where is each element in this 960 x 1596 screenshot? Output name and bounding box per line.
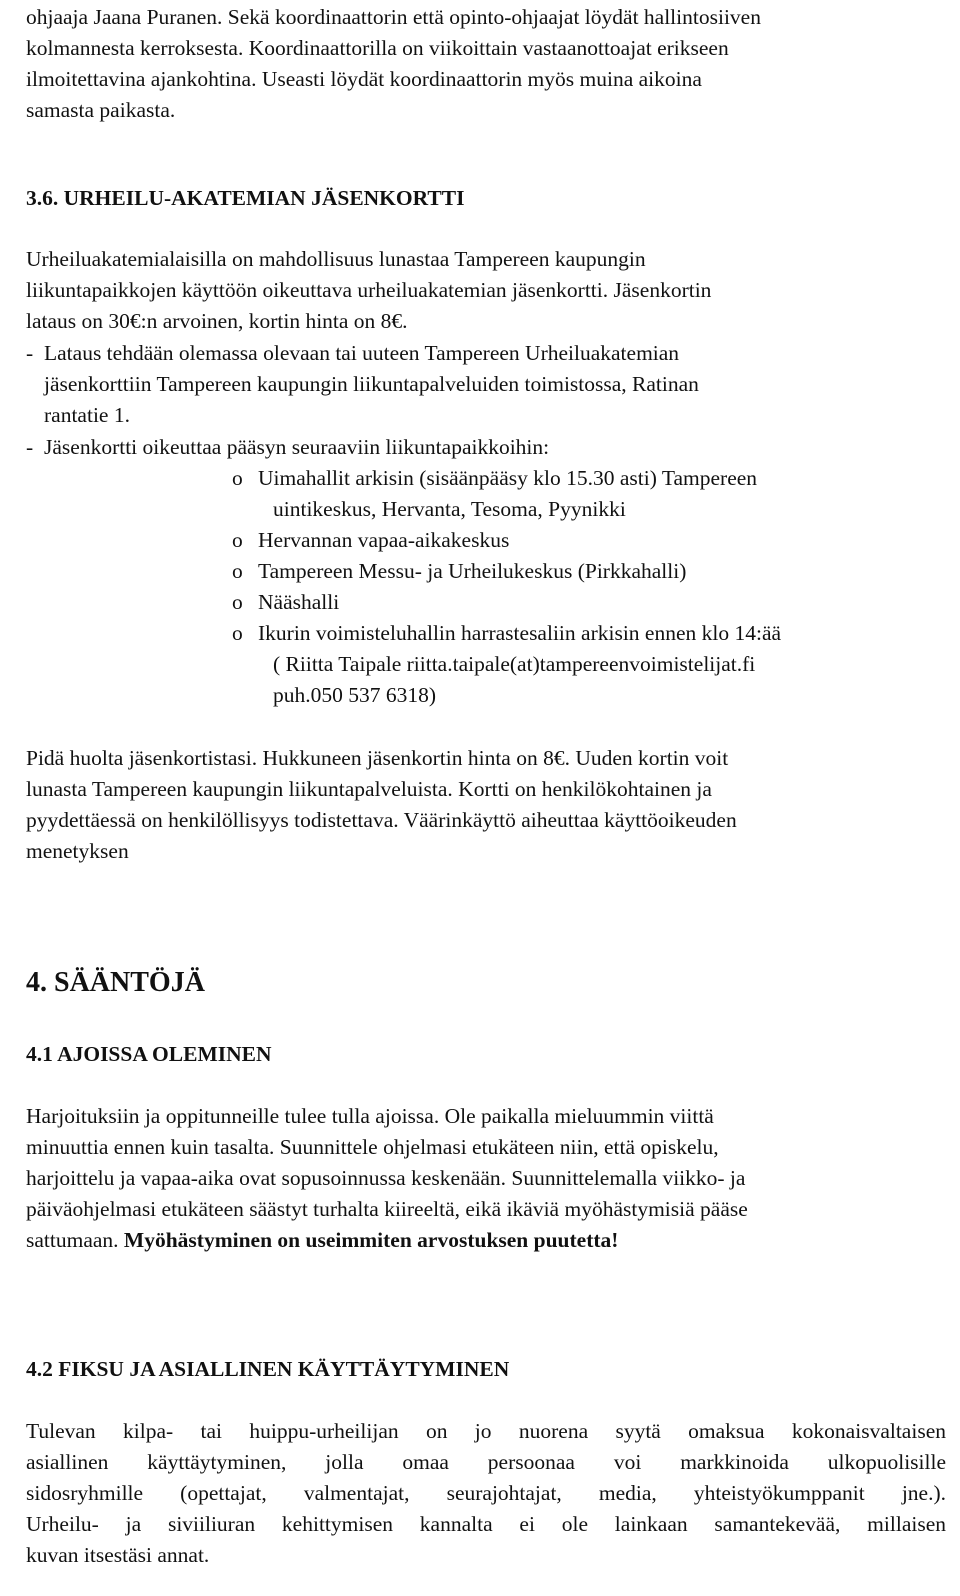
dash-marker: - xyxy=(26,435,34,459)
intro-line: ohjaaja Jaana Puranen. Sekä koordinaattorin että opinto-ohjaajat löydät hallintosiiven xyxy=(26,5,761,29)
paragraph-line: kuvan itsestäsi annat. xyxy=(26,1543,210,1567)
bullet-uimahallit: Uimahallit arkisin (sisäänpääsy klo 15.30 asti) Tampereen xyxy=(258,466,758,490)
bullet-uimahallit-cont: uintikeskus, Hervanta, Tesoma, Pyynikki xyxy=(273,497,626,521)
emphasis-text: Myöhästyminen on useimmiten arvostuksen puutetta! xyxy=(123,1228,619,1252)
bullet-marker: o xyxy=(232,621,243,645)
paragraph-line: harjoittelu ja vapaa-aika ovat sopusoinnussa keskenään. Suunnittelemalla viikko- ja xyxy=(26,1166,746,1190)
card-care-paragraph xyxy=(26,743,946,867)
dash-line: jäsenkorttiin Tampereen kaupungin liikuntapalveluiden toimistossa, Ratinan xyxy=(44,372,699,396)
paragraph-line: asiallinen käyttäytyminen, jolla omaa persoonaa voi markkinoida ulkopuolisille xyxy=(26,1450,946,1474)
paragraph-line: Harjoituksiin ja oppitunneille tulee tulla ajoissa. Ole paikalla mieluummin viittä xyxy=(26,1104,714,1128)
bullet-ikuri: Ikurin voimisteluhallin harrastesaliin arkisin ennen klo 14:ää xyxy=(258,621,782,645)
paragraph-line: Urheilu- ja siviiliuran kehittymisen kannalta ei ole lainkaan samantekevää, millaisen xyxy=(26,1512,946,1536)
paragraph-line: menetyksen xyxy=(26,839,129,863)
paragraph-line xyxy=(26,1225,946,1256)
paragraph-line: sidosryhmille (opettajat, valmentajat, seurajohtajat, media, yhteistyökumppanit jne.). xyxy=(26,1481,946,1505)
dash-line: rantatie 1. xyxy=(44,403,130,427)
section-4-1-heading: 4.1 AJOISSA OLEMINEN xyxy=(26,1042,272,1066)
bullet-marker: o xyxy=(232,559,243,583)
dash-item-access: Jäsenkortti oikeuttaa pääsyn seuraaviin liikuntapaikkoihin: xyxy=(44,435,550,459)
bullet-ikuri-phone: puh.050 537 6318) xyxy=(273,683,437,707)
dash-line: Lataus tehdään olemassa olevaan tai uuteen Tampereen Urheiluakatemian xyxy=(44,341,680,365)
section-4-2-heading: 4.2 FIKSU JA ASIALLINEN KÄYTTÄYTYMINEN xyxy=(26,1357,510,1381)
paragraph-text: sattumaan. xyxy=(26,1228,124,1252)
bullet-naashalli: Nääshalli xyxy=(258,590,340,614)
bullet-marker: o xyxy=(232,466,243,490)
paragraph-line: Tulevan kilpa- tai huippu-urheilijan on jo nuorena syytä omaksua kokonaisvaltaisen xyxy=(26,1419,946,1443)
paragraph-line: päiväohjelmasi etukäteen säästyt turhalta kiireeltä, eikä ikäviä myöhästymisiä pääse xyxy=(26,1197,748,1221)
dash-item-lataus xyxy=(44,338,944,431)
section-4-2-paragraph xyxy=(26,1416,946,1571)
bullet-marker: o xyxy=(232,528,243,552)
section-4-1-paragraph xyxy=(26,1101,946,1256)
paragraph-line: liikuntapaikkojen käyttöön oikeuttava urheiluakatemian jäsenkortti. Jäsenkortin xyxy=(26,278,712,302)
paragraph-line: lunasta Tampereen kaupungin liikuntapalveluista. Kortti on henkilökohtainen ja xyxy=(26,777,712,801)
intro-paragraph xyxy=(26,2,946,126)
section-4-heading: 4. SÄÄNTÖJÄ xyxy=(26,967,205,998)
intro-line: kolmannesta kerroksesta. Koordinaattorilla on viikoittain vastaanottoajat erikseen xyxy=(26,36,729,60)
paragraph-line: lataus on 30€:n arvoinen, kortin hinta on 8€. xyxy=(26,309,408,333)
bullet-marker: o xyxy=(232,590,243,614)
paragraph-line: pyydettäessä on henkilöllisyys todistettava. Väärinkäyttö aiheuttaa käyttöoikeuden xyxy=(26,808,737,832)
bullet-hervanta: Hervannan vapaa-aikakeskus xyxy=(258,528,510,552)
paragraph-line: Pidä huolta jäsenkortistasi. Hukkuneen jäsenkortin hinta on 8€. Uuden kortin voit xyxy=(26,746,729,770)
section-3-6-heading: 3.6. URHEILU-AKATEMIAN JÄSENKORTTI xyxy=(26,186,465,210)
section-3-6-paragraph xyxy=(26,244,946,337)
intro-line: ilmoitettavina ajankohtina. Useasti löydät koordinaattorin myös muina aikoina xyxy=(26,67,702,91)
dash-marker: - xyxy=(26,341,34,365)
intro-line: samasta paikasta. xyxy=(26,98,176,122)
paragraph-line: minuuttia ennen kuin tasalta. Suunnittele ohjelmasi etukäteen niin, että opiskelu, xyxy=(26,1135,719,1159)
bullet-pirkkahalli: Tampereen Messu- ja Urheilukeskus (Pirkkahalli) xyxy=(258,559,687,583)
bullet-ikuri-contact: ( Riitta Taipale riitta.taipale(at)tampereenvoimistelijat.fi xyxy=(273,652,756,676)
paragraph-line: Urheiluakatemialaisilla on mahdollisuus lunastaa Tampereen kaupungin xyxy=(26,247,646,271)
